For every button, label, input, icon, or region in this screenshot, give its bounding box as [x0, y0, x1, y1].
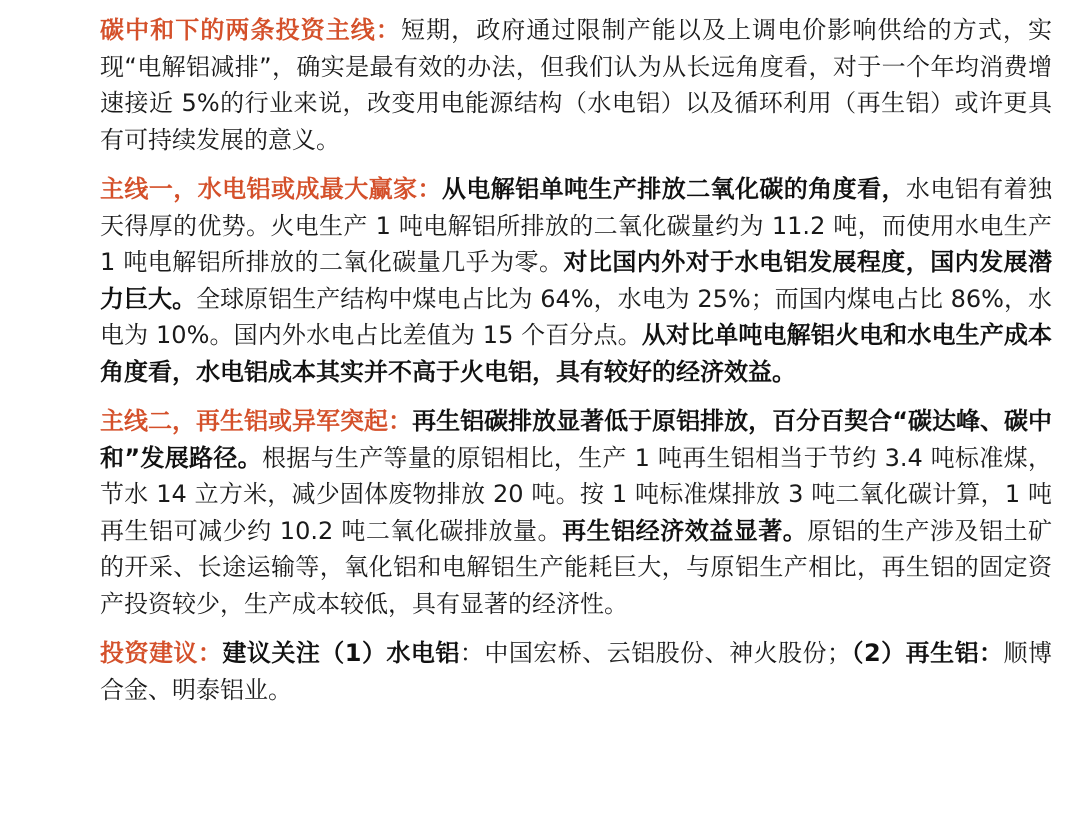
paragraph-investment-themes: [100, 12, 1052, 158]
paragraph-heading: 主线二，再生铝或异军突起：: [100, 407, 413, 435]
bold-text: 再生铝经济效益显著。: [562, 516, 808, 545]
bold-text: 再生铝碳排放显著低于原铝排放，百分百契合“碳达峰、碳中和”发展路径。: [100, 407, 1052, 472]
body-text: 短期，政府通过限制产能以及上调电价影响供给的方式，实现“电解铝减排”，确实是最有效的办法，但我们认为从长远角度看，对于一个年均消费增速接近 5%的行业来说，改变用电能源结构（水电铝）以及循环利用（再生铝）或许更具有可持续发展的意义。: [100, 16, 1053, 154]
bold-text: 从电解铝单吨生产排放二氧化碳的角度看，: [441, 175, 906, 203]
paragraph-investment-advice: [100, 635, 1052, 708]
paragraph-heading: 主线一，水电铝或成最大赢家：: [100, 175, 442, 203]
body-text: 水电铝有着独天得厚的优势。火电生产 1 吨电解铝所排放的二氧化碳量约为 11.2 吨，而使用水电生产 1 吨电解铝所排放的二氧化碳量几乎为零。: [100, 175, 1053, 276]
bold-text: 从对比单吨电解铝火电和水电生产成本角度看，水电铝成本其实并不高于火电铝，具有较好的经济效益。: [100, 321, 1052, 386]
bold-text: （2）再生铝：: [851, 639, 1004, 667]
body-text: ：中国宏桥、云铝股份、神火股份；: [459, 639, 852, 667]
body-text: 顺博合金、明泰铝业。: [100, 639, 1053, 704]
paragraph-heading: 投资建议：: [100, 639, 223, 667]
body-text: 全球原铝生产结构中煤电占比为 64%，水电为 25%；而国内煤电占比 86%，水电为 10%。国内外水电占比差值为 15 个百分点。: [100, 284, 1052, 349]
paragraph-heading: 碳中和下的两条投资主线：: [100, 16, 401, 44]
report-body: [100, 12, 1052, 721]
paragraph-recycled-aluminum: [100, 403, 1052, 622]
bold-text: 对比国内外对于水电铝发展程度，国内发展潜力巨大。: [100, 248, 1052, 313]
body-text: 原铝的生产涉及铝土矿的开采、长途运输等，氧化铝和电解铝生产能耗巨大，与原铝生产相比，再生铝的固定资产投资较少，生产成本较低，具有显著的经济性。: [100, 516, 1053, 618]
body-text: 根据与生产等量的原铝相比，生产 1 吨再生铝相当于节约 3.4 吨标准煤，节水 14 立方米，减少固体废物排放 20 吨。按 1 吨标准煤排放 3 吨二氧化碳计算，1 吨再生铝可减少约 10.2 吨二氧化碳排放量。: [100, 443, 1052, 545]
paragraph-hydro-aluminum: [100, 171, 1052, 390]
bold-text: 建议关注（1）水电铝: [222, 639, 460, 667]
